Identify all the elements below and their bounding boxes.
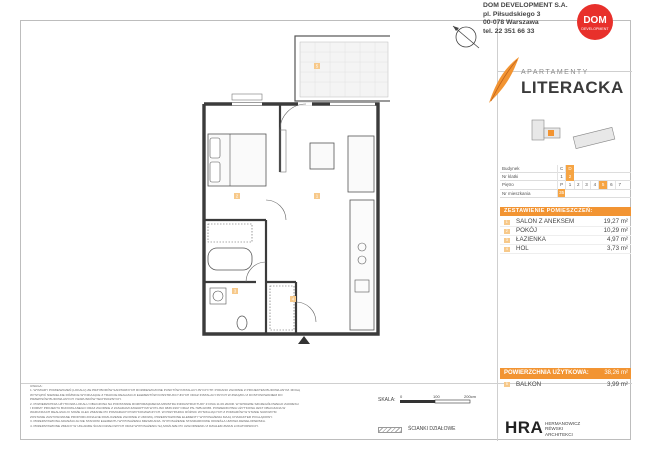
legend <box>378 425 498 435</box>
note-line: WYSTĄPIĆ NIEWIELKIE RÓŻNICE WYNIKAJĄCE Z TRAKCIE REALIZACJI ELEMENTÓW KONSTRUKCYJNYCH ORAZ INSTALACYJNYCH W ZWIĄZKU Z DOSTOSOWANIEM DO <box>30 392 283 397</box>
location-cell: 6 <box>607 181 615 189</box>
bathroom-fixtures <box>208 224 294 330</box>
scale-label: SKALA: <box>378 397 396 403</box>
company-info <box>483 2 568 36</box>
location-cell: 1 <box>557 173 565 181</box>
location-label: Budynek <box>502 166 520 172</box>
architect-line1: HERMANOWICZ <box>545 421 581 426</box>
room-label-4: 4 <box>291 296 295 302</box>
dining-set <box>310 136 374 192</box>
note-line: 3. PRZEDSTAWIONA ARANŻACJA NIE STANOWI ELEMENTU WYPOSAŻENIA MIESZKANIA. WYPOSAŻENIE STANDARDOWE OKREŚLA UMOWA DEWELOPERSKA. <box>30 419 266 424</box>
room-row <box>500 218 631 227</box>
balcony-area-value: 3,99 m² <box>607 381 628 388</box>
company-city: 00-078 Warszawa <box>483 19 539 27</box>
usable-area-value: 38,26 m² <box>604 370 628 376</box>
entrance-arrow <box>298 336 310 344</box>
svg-text:DOM: DOM <box>583 15 607 26</box>
room-number: 1 <box>505 219 508 224</box>
room-area: 10,29 m² <box>603 227 628 234</box>
room-row <box>500 245 631 254</box>
note-line: ZOSTANIE ZASTOSOWANE PROPORCJONALNE ROZLICZENIE ZGODNIE Z UMOWĄ. PRZEDSTAWIONE ELEMENTY WYPOSAŻENIA MAJĄ CHARAKTER POGLĄDOWY. <box>30 414 273 419</box>
location-cell: 1 <box>565 181 573 189</box>
svg-text:100: 100 <box>433 394 440 399</box>
location-cell: 2 <box>565 173 573 181</box>
room-label-3: 3 <box>233 288 237 294</box>
bed <box>208 134 266 186</box>
usable-area-label: POWIERZCHNIA UŻYTKOWA: <box>504 370 589 376</box>
location-cell: D <box>565 165 573 173</box>
note-line: 1. WYMIARY POMIESZCZEŃ (LOKALU) ZE PRZYBORÓW SANITARNYCH ROZMIESZCZONE PUNKTÓW INSTALACYJNYCH ITP. PODANO ZGODNIE Z PROJEKTEM BUDOWLANYM. MOGĄ <box>30 388 301 393</box>
location-label: Piętro <box>502 182 514 188</box>
architect-line3: ARCHITEKCI <box>545 431 573 437</box>
balcony-number: 5 <box>505 381 508 386</box>
dom-development-logo <box>575 2 615 42</box>
notes-title: UWAGA: <box>30 384 43 388</box>
partition-wall-swatch <box>378 427 402 433</box>
note-line: WARUNKACH REALIZACJI I MOŻE ULEC ZMIANIE PO POMIARACH POWYKONAWCZYCH. W PRZYPADKU RÓŻNIC WYNIKAJĄCYCH Z POMIARÓW W STANIE SUROWYM <box>30 410 277 415</box>
balcony-row <box>500 380 631 389</box>
kitchen-counter <box>350 200 374 330</box>
architect-mark: HRA <box>505 418 544 437</box>
company-name: DOM DEVELOPMENT S.A. <box>483 2 568 9</box>
room-row <box>500 236 631 245</box>
note-line: 2. POWIERZCHNIA UŻYTKOWA LOKALU OBLICZONA NA PODSTAWIE ROZPORZĄDZENIA MINISTRA INFRASTRUKTURY Z DNIA 11.06.2020R. W SPRAWIE SZCZEGÓŁOWEGO ZAKRESU <box>30 401 299 406</box>
architect-logo <box>497 418 632 438</box>
building-key-plan <box>530 112 620 156</box>
room-area: 19,27 m² <box>603 218 628 225</box>
room-label-5: 5 <box>315 63 319 69</box>
room-label-1: 1 <box>315 193 319 199</box>
location-cell: 7 <box>615 181 623 189</box>
note-line: PRZEPISÓW BUDOWLANYCH I WARUNKÓW TECHNICZNYCH. <box>30 397 122 402</box>
north-arrow-icon <box>447 18 485 56</box>
room-row <box>500 227 631 236</box>
location-row <box>500 181 631 189</box>
room-name: SALON Z ANEKSEM <box>516 218 575 225</box>
location-cell: C <box>557 165 565 173</box>
location-cell: 3 <box>582 181 590 189</box>
usable-area-bar <box>500 368 631 379</box>
svg-text:200cm: 200cm <box>464 394 477 399</box>
room-name: HOL <box>516 245 529 252</box>
rooms-header: ZESTAWIENIE POMIESZCZEŃ: <box>500 207 631 216</box>
svg-text:0: 0 <box>400 394 403 399</box>
note-line: 4. PRZEDSTAWIONE ZMIANY W UKŁADZIE ŚCIAN DZIAŁOWYCH ORAZ WYPOSAŻENIU SĄ MOŻLIWE PO UZGODNIENIU Z DZIAŁEM ZMIAN LOKATORSKICH. <box>30 423 259 428</box>
feather-icon <box>485 55 521 105</box>
room-number: 4 <box>505 246 508 251</box>
brand-subtitle: APARTAMENTY <box>521 69 589 76</box>
scale-ruler <box>400 392 500 408</box>
room-name: ŁAZIENKA <box>516 236 546 243</box>
project-brand <box>483 55 624 110</box>
balcony-area <box>295 36 390 101</box>
balcony-name: BALKON <box>516 381 542 388</box>
location-label: Nr mieszkania <box>502 190 531 196</box>
brand-title: LITERACKA <box>521 78 624 97</box>
room-number: 3 <box>505 237 508 242</box>
company-phone: tel. 22 351 66 33 <box>483 27 535 35</box>
legend-label: ŚCIANKI DZIAŁOWE <box>408 426 456 432</box>
floor-plan <box>170 12 390 352</box>
room-area: 3,73 m² <box>607 245 628 252</box>
scale-bar <box>378 392 508 408</box>
room-label-2: 2 <box>235 193 239 199</box>
room-area: 4,97 m² <box>607 236 628 243</box>
location-cell: 2 <box>574 181 582 189</box>
location-table <box>500 165 631 198</box>
room-name: POKÓJ <box>516 227 537 234</box>
svg-text:DEVELOPMENT: DEVELOPMENT <box>581 27 609 31</box>
company-street: pl. Piłsudskiego 3 <box>483 10 541 18</box>
location-row <box>500 190 631 198</box>
location-cell: P <box>557 181 565 189</box>
notes-block <box>30 384 372 428</box>
note-line: I FORMY PROJEKTU BUDOWLANEGO ORAZ ZGODNIE Z ZASADAMI ZAWARTYMI W PN-ISO 9836:1997 ORAZ PN-70/B-02365. POWIERZCHNIA UŻYTKOWA JEST OBLICZANA W <box>30 406 286 411</box>
location-cell: 5 <box>598 181 606 189</box>
location-cell: 35 <box>557 189 565 197</box>
location-label: Nr klatki <box>502 174 519 180</box>
room-number: 2 <box>505 228 508 233</box>
architect-names <box>545 421 580 437</box>
architect-line2: RÉWSKI <box>545 426 564 432</box>
location-cell: 4 <box>590 181 598 189</box>
